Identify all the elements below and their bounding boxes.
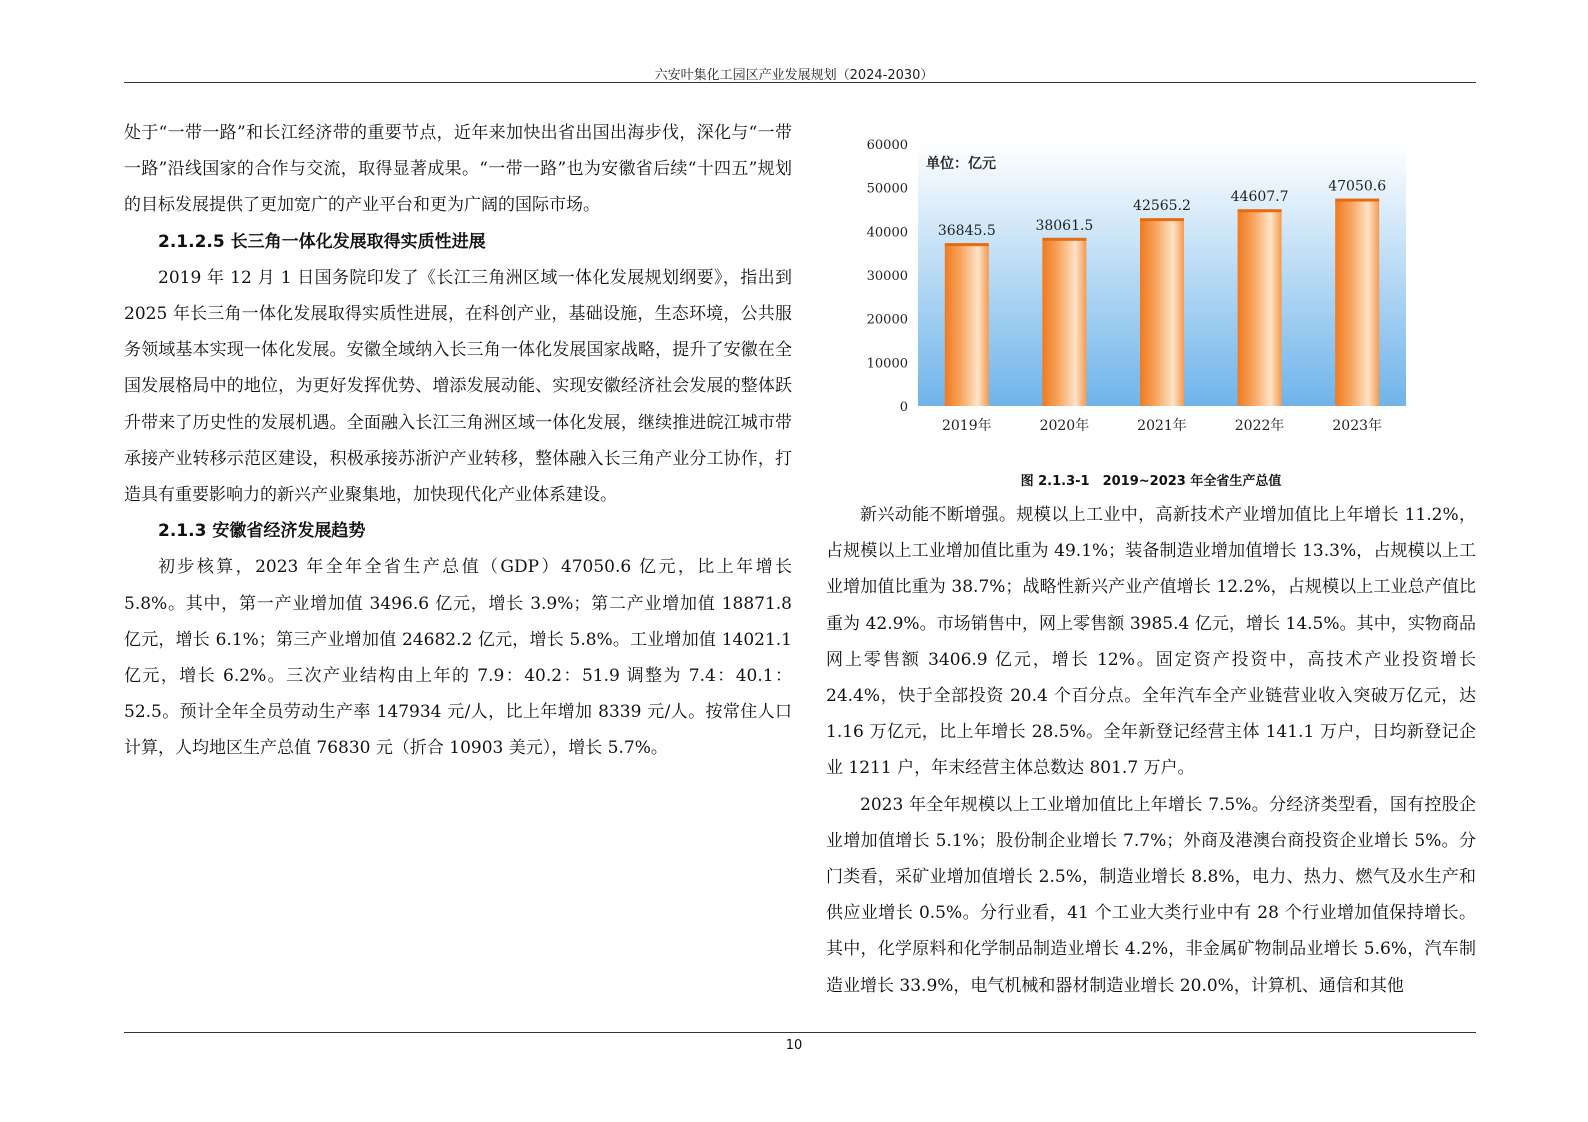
footer-rule (124, 1032, 1476, 1033)
bar-2023年 (1335, 201, 1379, 406)
x-tick-label: 2020年 (1039, 418, 1090, 434)
y-tick-label: 50000 (866, 181, 908, 197)
x-axis-ticks (942, 417, 1382, 434)
y-tick-label: 30000 (866, 269, 908, 284)
section-heading-2125: 2.1.2.5 长三角一体化发展取得实质性进展 (158, 231, 486, 252)
bar-cap (1140, 218, 1184, 221)
bar-value-label: 44607.7 (1230, 189, 1289, 206)
page-number: 10 (785, 1038, 803, 1053)
section-heading-213: 2.1.3 安徽省经济发展趋势 (158, 521, 366, 542)
gdp-chart-svg (860, 132, 1440, 452)
bar-value-label: 38061.5 (1035, 217, 1094, 234)
bar-2021年 (1140, 220, 1184, 406)
bar-2020年 (1042, 240, 1086, 406)
bar-cap (1335, 199, 1379, 202)
x-tick-label: 2022年 (1234, 418, 1285, 434)
right-column (826, 497, 1476, 1004)
paragraph-yangtze-delta: 2019 年 12 月 1 日国务院印发了《长江三角洲区域一体化发展规划纲要》，指出到 2025 年长三角一体化发展取得实质性进展，在科创产业，基础设施，生态环境，公共服务领域基本实现一体化发展。安徽全域纳入长三角一体化发展国家战略，提升了安徽在全国发展格局中的地位，为更好发挥优势、增添发展动能、实现安徽经济社会发展的整体跃升带来了历史性的发展机遇。全面融入长江三角洲区域一体化发展，继续推进皖江城市带承接产业转移示范区建设，积极承接苏浙沪产业转移，整体融入长三角产业分工协作，打造具有重要影响力的新兴产业聚集地，加快现代化产业体系建设。 (124, 267, 792, 506)
bar-value-label: 42565.2 (1133, 198, 1191, 215)
bar-cap (1042, 238, 1086, 241)
y-tick-label: 20000 (866, 312, 908, 328)
paragraph-industry-growth: 2023 年全年规模以上工业增加值比上年增长 7.5%。分经济类型看，国有控股企业增加值增长 5.1%；股份制企业增长 7.7%；外商及港澳台商投资企业增长 5%。分门类看，采矿业增加值增长 2.5%，制造业增长 8.8%，电力、热力、燃气及水生产和供应业增长 0.5%。分行业看，41 个工业大类行业中有 28 个行业增加值保持增长。其中，化学原料和化学制品制造业增长 4.2%，非金属矿物制品业增长 5.6%，汽车制造业增长 33.9%，电气机械和器材制造业增长 20.0%，计算机、通信和其他 (826, 794, 1476, 996)
gdp-bar-chart (860, 132, 1440, 452)
y-tick-label: 40000 (866, 225, 908, 241)
x-tick-label: 2019年 (941, 418, 992, 434)
bar-value-label: 36845.5 (937, 223, 996, 240)
unit-label: 单位：亿元 (926, 156, 996, 172)
paragraph-gdp-2023: 初步核算，2023 年全年全省生产总值（GDP）47050.6 亿元，比上年增长 5.8%。其中，第一产业增加值 3496.6 亿元，增长 3.9%；第二产业增加值 18871.8 亿元，增长 6.1%；第三产业增加值 24682.2 亿元，增长 5.8%。工业增加值 14021.1 亿元，增长 6.2%。三次产业结构由上年的 7.9：40.2：51.9 调整为 7.4：40.1：52.5。预计全年全员劳动生产率 147934 元/人，比上年增加 8339 元/人。按常住人口计算，人均地区生产总值 76830 元（折合 10903 美元），增长 5.7%。 (124, 557, 792, 759)
bar-cap (945, 243, 989, 246)
bar-2022年 (1238, 211, 1282, 406)
bar-value-label: 47050.6 (1328, 178, 1387, 195)
y-tick-label: 60000 (866, 138, 908, 153)
y-tick-label: 0 (899, 400, 908, 415)
running-header: 六安叶集化工园区产业发展规划（2024-2030） (654, 68, 934, 83)
header-rule (124, 82, 1476, 83)
y-axis-ticks (867, 138, 908, 415)
paragraph-belt-road: 处于“一带一路”和长江经济带的重要节点，近年来加快出省出国出海步伐，深化与“一带一路”沿线国家的合作与交流，取得显著成果。“一带一路”也为安徽省后续“十四五”规划的目标发展提供了更加宽广的产业平台和更为广阔的国际市场。 (124, 123, 792, 216)
paragraph-new-momentum: 新兴动能不断增强。规模以上工业中，高新技术产业增加值比上年增长 11.2%，占规模以上工业增加值比重为 49.1%；装备制造业增加值增长 13.3%，占规模以上工业增加值比重为 38.7%；战略性新兴产业产值增长 12.2%，占规模以上工业总产值比重为 42.9%。市场销售中，网上零售额 3985.4 亿元，增长 14.5%。其中，实物商品网上零售额 3406.9 亿元，增长 12%。固定资产投资中，高技术产业投资增长 24.4%，快于全部投资 20.4 个百分点。全年汽车全产业链营业收入突破万亿元，达 1.16 万亿元，比上年增长 28.5%。全年新登记经营主体 141.1 万户，日均新登记企业 1211 户，年末经营主体总数达 801.7 万户。 (826, 505, 1476, 779)
y-tick-label: 10000 (866, 356, 908, 372)
bar-cap (1238, 209, 1282, 212)
left-column (124, 115, 792, 767)
x-tick-label: 2021年 (1137, 418, 1187, 434)
bar-2019年 (945, 245, 989, 406)
figure-caption: 图 2.1.3-1 2019~2023 年全省生产总值 (1020, 474, 1282, 489)
x-tick-label: 2023年 (1332, 418, 1383, 434)
